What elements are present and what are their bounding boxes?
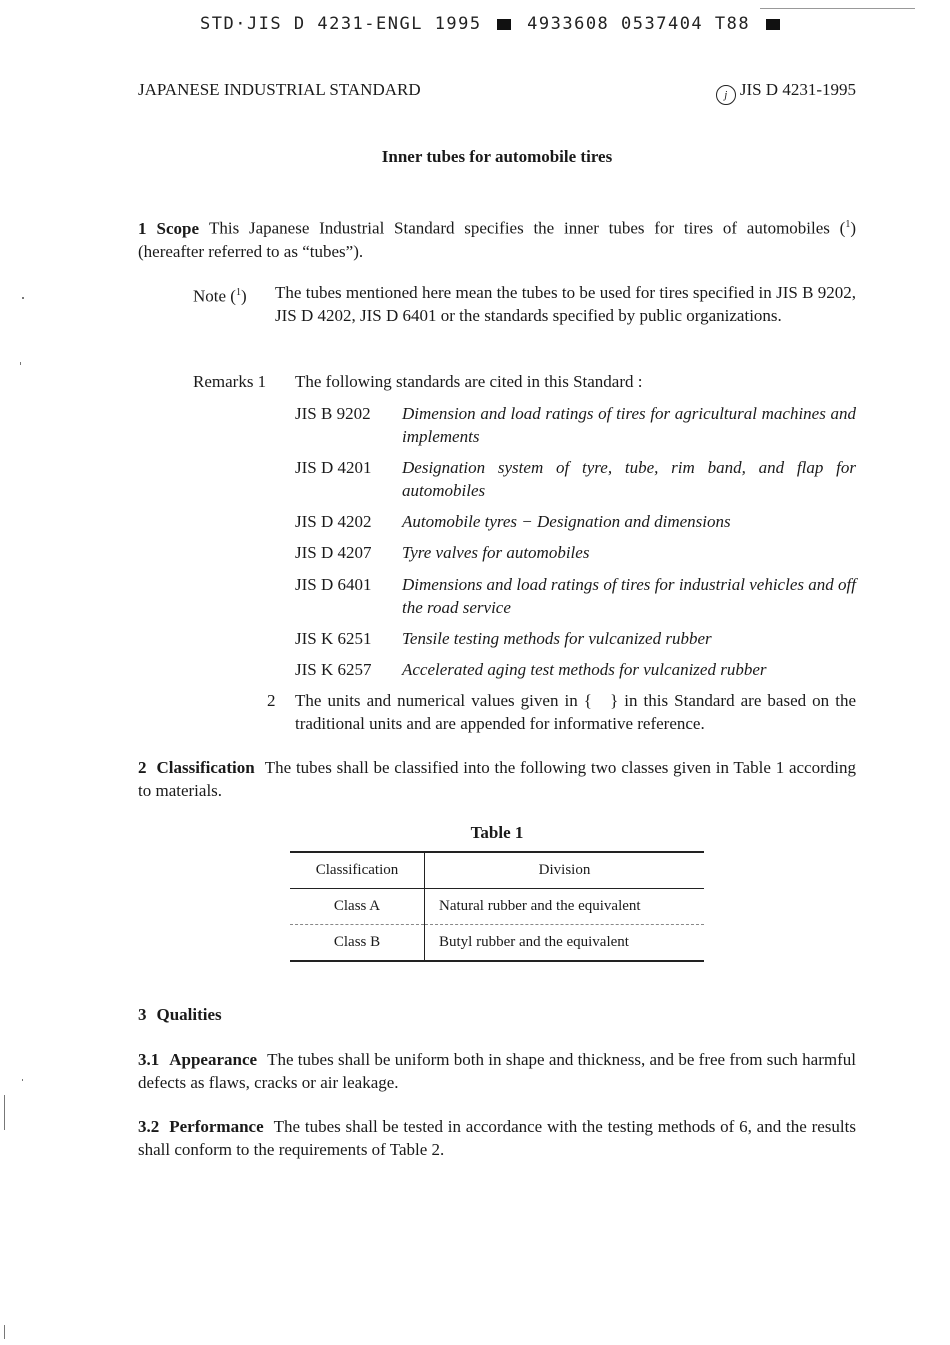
cited-title: Tensile testing methods for vulcanized rubber <box>402 629 712 648</box>
appearance-paragraph <box>138 1048 856 1094</box>
footnote-ref: 1 <box>845 219 851 230</box>
scan-line <box>4 1325 5 1339</box>
scan-line <box>4 1095 5 1130</box>
black-block-mark <box>766 19 780 30</box>
performance-text: The tubes shall be tested in accordance with the testing methods of 6, and the results shall conform to the requirements of Table 2. <box>138 1117 856 1159</box>
section-number: 2 <box>138 758 147 777</box>
performance-paragraph <box>138 1115 856 1161</box>
classification-text: The tubes shall be classified into the following two classes given in Table 1 according to materials. <box>138 758 856 800</box>
section-number: 3.2 <box>138 1117 160 1136</box>
table-cell: Class B <box>290 925 425 962</box>
note-label-text: Note ( <box>193 286 236 306</box>
header-code-left: STD·JIS D 4231-ENGL 1995 <box>200 14 482 34</box>
standard-label: JAPANESE INDUSTRIAL STANDARD <box>138 80 421 99</box>
note-label <box>193 281 247 308</box>
standard-number: JIS D 4231-1995 <box>739 80 856 99</box>
cited-code: JIS D 4201 <box>295 458 372 477</box>
section-heading: Appearance <box>169 1050 258 1069</box>
scan-speck <box>22 297 24 299</box>
cited-title: Dimensions and load ratings of tires for industrial vehicles and off the road service <box>402 575 856 617</box>
header-code-middle: 4933608 0537404 <box>527 14 704 34</box>
cited-title: Dimension and load ratings of tires for agricultural machines and implements <box>402 404 856 446</box>
note-label-end: ) <box>240 286 247 306</box>
appearance-text: The tubes shall be uniform both in shape and thickness, and be free from such harmful defects as flaws, cracks or air leakage. <box>138 1050 856 1092</box>
section-heading: Scope <box>156 218 199 238</box>
scope-text-before: This Japanese Industrial Standard specifies the inner tubes for tires of automobiles ( <box>209 218 846 238</box>
cited-code: JIS D 6401 <box>295 575 372 594</box>
cited-code: JIS K 6251 <box>295 629 372 648</box>
section-heading: Classification <box>156 758 255 777</box>
section-number: 3 <box>138 1005 147 1024</box>
remarks-item-text: The units and numerical values given in { } in this Standard are based on the traditional units and are appended for informative reference. <box>295 691 861 733</box>
cited-code: JIS K 6257 <box>295 660 372 679</box>
table-cell: Natural rubber and the equivalent <box>425 889 705 925</box>
cited-code: JIS B 9202 <box>295 404 371 423</box>
table-title: Table 1 <box>470 823 524 842</box>
scan-speck <box>20 362 21 365</box>
qualities-heading <box>138 1003 856 1026</box>
table-header-cell: Division <box>425 852 705 889</box>
section-number: 1 <box>138 218 147 238</box>
note-text: The tubes mentioned here mean the tubes to be used for tires specified in JIS B 9202, JIS D 4202, JIS D 6401 or the standards specified by public organizations. <box>275 283 856 325</box>
classification-paragraph <box>138 756 856 802</box>
table-cell: Butyl rubber and the equivalent <box>425 925 705 962</box>
scope-paragraph <box>138 213 856 263</box>
table-header-row <box>290 852 704 889</box>
footnote-ref: 1 <box>235 287 241 298</box>
table-row <box>290 925 704 962</box>
remarks-intro: The following standards are cited in this Standard : <box>295 372 643 391</box>
section-heading: Qualities <box>156 1005 222 1024</box>
header-code-right: T88 <box>714 14 751 34</box>
classification-table <box>290 851 704 962</box>
document-title: Inner tubes for automobile tires <box>381 147 613 166</box>
cited-code: JIS D 4207 <box>295 543 372 562</box>
header-code <box>200 14 820 34</box>
remarks-item-number: 2 <box>267 691 276 710</box>
cited-title: Designation system of tyre, tube, rim band, and flap for automobiles <box>402 458 856 500</box>
scope-text-after: ) (hereafter referred to as “tubes”). <box>138 218 856 261</box>
table-header-cell: Classification <box>290 852 425 889</box>
cited-code: JIS D 4202 <box>295 512 372 531</box>
section-number: 3.1 <box>138 1050 160 1069</box>
jis-mark-icon: j <box>716 85 736 105</box>
section-heading: Performance <box>169 1117 264 1136</box>
remarks-label: Remarks 1 <box>193 372 267 391</box>
scan-speck <box>22 1079 23 1081</box>
standard-number-line <box>716 80 856 105</box>
top-rule <box>760 8 915 9</box>
black-block-mark <box>497 19 511 30</box>
table-row <box>290 889 704 925</box>
cited-title: Tyre valves for automobiles <box>402 543 590 562</box>
cited-title: Accelerated aging test methods for vulcanized rubber <box>402 660 767 679</box>
table-cell: Class A <box>290 889 425 925</box>
cited-title: Automobile tyres − Designation and dimensions <box>402 512 731 531</box>
